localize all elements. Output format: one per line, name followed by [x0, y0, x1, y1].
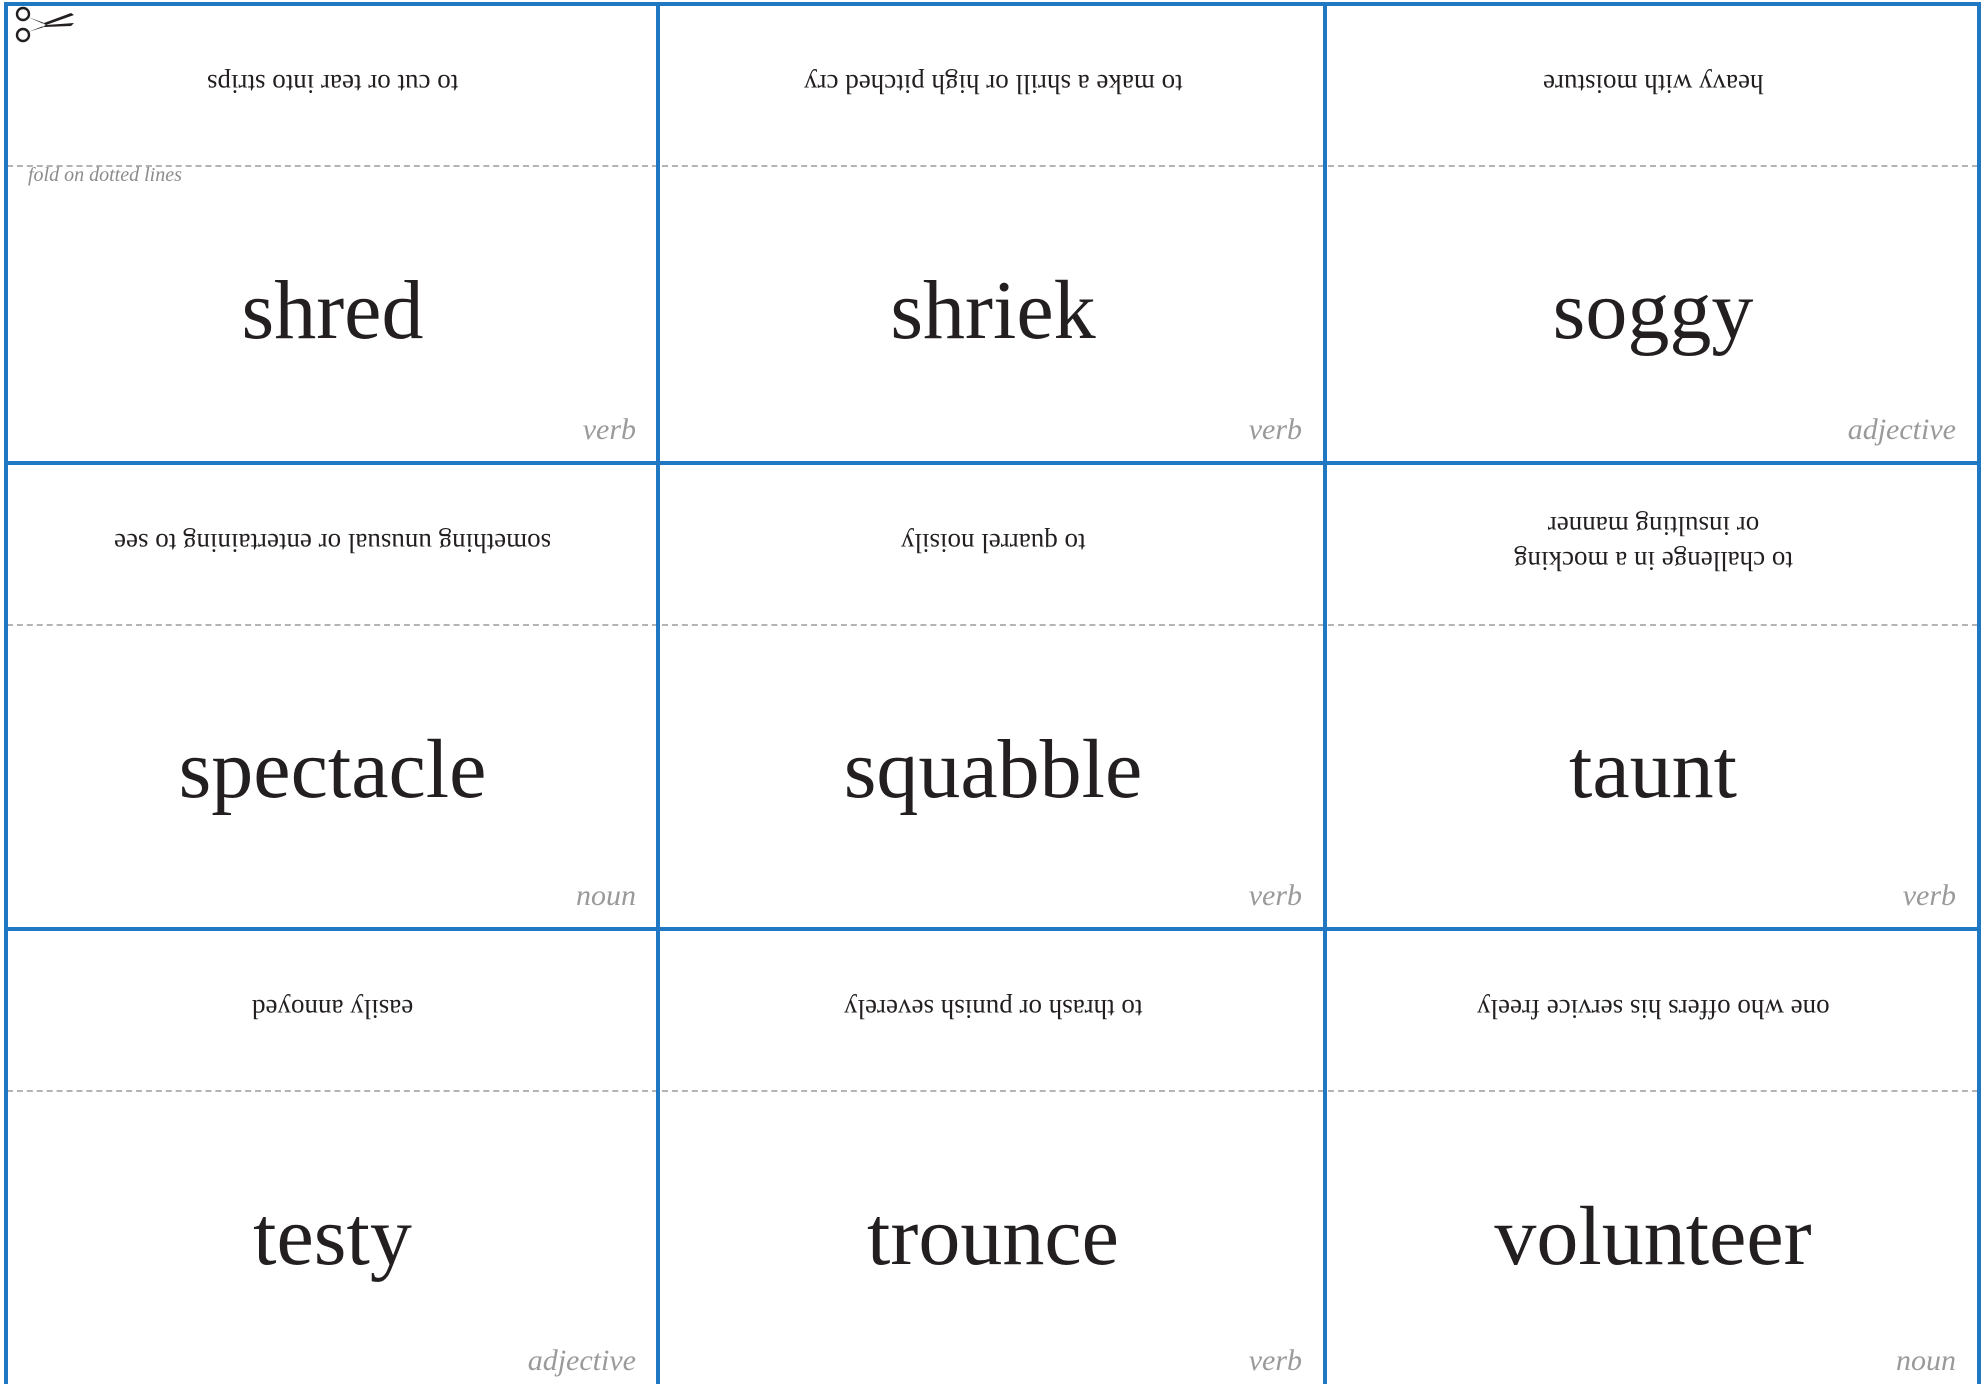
flashcard — [1328, 6, 1978, 461]
cut-line-top — [4, 2, 1981, 6]
flashcard — [7, 6, 658, 461]
fold-line — [1328, 1090, 1978, 1092]
flashcard — [662, 6, 1324, 461]
card-part-of-speech: adjective — [527, 1344, 636, 1377]
card-term: testy — [253, 1190, 412, 1283]
flashcard — [1328, 465, 1978, 927]
card-part-of-speech: verb — [1248, 1344, 1302, 1377]
card-term: shred — [241, 264, 424, 357]
fold-line — [662, 1090, 1324, 1092]
flashcard — [7, 465, 658, 927]
fold-line — [1328, 624, 1978, 626]
card-definition: to cut or tear into strips — [206, 69, 459, 99]
card-part-of-speech: noun — [1896, 1344, 1956, 1377]
card-definition: heavy with moisture — [1542, 69, 1764, 99]
fold-line — [7, 1090, 658, 1092]
card-term: trounce — [867, 1190, 1119, 1283]
definition-panel — [1328, 931, 1978, 1086]
card-term: spectacle — [178, 723, 487, 816]
card-part-of-speech: adjective — [1847, 413, 1956, 446]
card-term: shriek — [890, 264, 1096, 357]
card-definition: to challenge in a mocking or insulting manner — [1513, 510, 1793, 576]
card-definition: something unusual or entertaining to see — [113, 528, 552, 558]
card-definition: easily annoyed — [251, 994, 414, 1024]
cut-line-right — [1977, 3, 1981, 1384]
card-definition: to thrash or punish severely — [843, 994, 1143, 1024]
definition-panel — [662, 465, 1324, 620]
fold-line — [662, 165, 1324, 167]
definition-panel — [1328, 6, 1978, 161]
fold-instruction: fold on dotted lines — [28, 164, 182, 186]
card-part-of-speech: verb — [1902, 879, 1956, 912]
card-term: volunteer — [1494, 1190, 1812, 1283]
definition-panel — [1328, 465, 1978, 620]
definition-panel — [662, 6, 1324, 161]
card-term: soggy — [1552, 264, 1754, 357]
card-part-of-speech: verb — [1248, 879, 1302, 912]
fold-line — [7, 624, 658, 626]
flashcard — [1328, 931, 1978, 1384]
fold-line — [662, 624, 1324, 626]
cut-line-left — [4, 3, 8, 1384]
cut-line-horizontal — [4, 461, 1981, 465]
flashcard — [7, 931, 658, 1384]
cut-line-vertical — [1323, 3, 1327, 1384]
card-definition: to make a shrill or high pitched cry — [803, 69, 1183, 99]
definition-panel — [7, 465, 658, 620]
definition-panel — [7, 6, 658, 161]
flashcard — [662, 465, 1324, 927]
definition-panel — [662, 931, 1324, 1086]
card-part-of-speech: verb — [582, 413, 636, 446]
fold-line — [1328, 165, 1978, 167]
flashcard — [662, 931, 1324, 1384]
card-part-of-speech: noun — [576, 879, 636, 912]
definition-panel — [7, 931, 658, 1086]
card-term: taunt — [1569, 723, 1737, 816]
card-definition: one who offers his service freely — [1476, 994, 1830, 1024]
card-term: squabble — [843, 723, 1143, 816]
scissors-icon — [14, 4, 76, 44]
card-part-of-speech: verb — [1248, 413, 1302, 446]
cut-line-horizontal — [4, 927, 1981, 931]
card-definition: to quarrel noisily — [900, 528, 1086, 558]
cut-line-vertical — [656, 3, 660, 1384]
